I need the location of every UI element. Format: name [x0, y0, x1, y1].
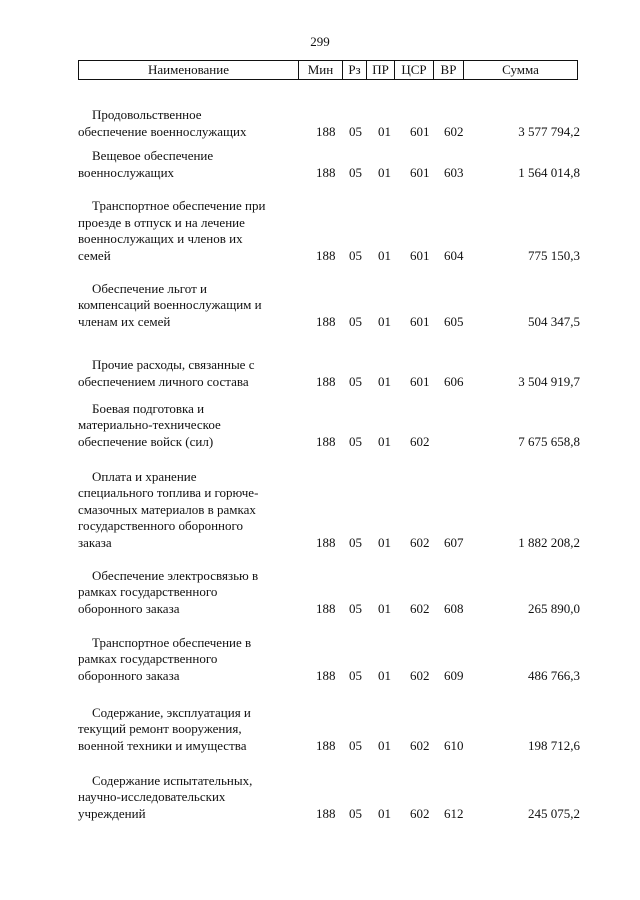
header-vr: ВР: [434, 61, 464, 79]
cell-vr: 605: [444, 313, 464, 329]
cell-pr: 01: [378, 123, 391, 139]
cell-sum: 775 150,3: [528, 247, 580, 263]
cell-csr: 602: [410, 433, 430, 449]
cell-sum: 3 504 919,7: [518, 373, 580, 389]
cell-min: 188: [316, 433, 336, 449]
cell-sum: 1 564 014,8: [518, 164, 580, 180]
row-name-line: государственного оборонного: [78, 518, 243, 533]
page-number: 299: [310, 34, 330, 49]
cell-pr: 01: [378, 534, 391, 550]
row-name-line: обеспечение военнослужащих: [78, 123, 247, 139]
row-name-line: членам их семей: [78, 313, 171, 329]
table-row: [0, 635, 640, 685]
cell-vr: 609: [444, 667, 464, 683]
cell-min: 188: [316, 534, 336, 550]
row-name-line: Транспортное обеспечение при: [92, 198, 266, 213]
row-name-line: военнослужащих и членов их: [78, 231, 243, 246]
row-name: [78, 635, 302, 685]
cell-rz: 05: [349, 373, 362, 389]
cell-csr: 601: [410, 373, 430, 389]
cell-csr: 602: [410, 667, 430, 683]
row-name-line: Боевая подготовка и: [92, 400, 205, 416]
row-name: [78, 773, 302, 823]
cell-rz: 05: [349, 805, 362, 821]
row-name: [78, 401, 302, 451]
cell-csr: 602: [410, 805, 430, 821]
cell-pr: 01: [378, 737, 391, 753]
row-name: [78, 705, 302, 755]
cell-pr: 01: [378, 433, 391, 449]
row-name: [78, 198, 302, 264]
header-min: Мин: [299, 61, 343, 79]
row-name-line: учреждений: [78, 805, 146, 821]
cell-csr: 601: [410, 313, 430, 329]
cell-pr: 01: [378, 805, 391, 821]
row-name: [78, 281, 302, 331]
cell-vr: 603: [444, 164, 464, 180]
header-name: Наименование: [79, 61, 299, 79]
row-name-line: обеспечением личного состава: [78, 373, 249, 389]
cell-csr: 601: [410, 123, 430, 139]
cell-sum: 265 890,0: [528, 600, 580, 616]
cell-pr: 01: [378, 247, 391, 263]
cell-min: 188: [316, 667, 336, 683]
row-name-line: Содержание, эксплуатация и: [92, 704, 251, 720]
cell-vr: 607: [444, 534, 464, 550]
row-name-line: Вещевое обеспечение: [92, 148, 214, 163]
cell-pr: 01: [378, 313, 391, 329]
cell-min: 188: [316, 164, 336, 180]
cell-csr: 602: [410, 534, 430, 550]
row-name-line: проезде в отпуск и на лечение: [78, 214, 245, 230]
row-name-line: текущий ремонт вооружения,: [78, 721, 242, 736]
table-row: [0, 148, 640, 181]
row-name: [78, 469, 302, 552]
table-row: [0, 469, 640, 552]
row-name-line: военнослужащих: [78, 164, 175, 180]
table-row: [0, 107, 640, 140]
table-row: [0, 357, 640, 390]
cell-csr: 601: [410, 247, 430, 263]
cell-vr: 602: [444, 123, 464, 139]
row-name: [78, 568, 302, 618]
row-name-line: военной техники и имущества: [78, 737, 247, 753]
table-row: [0, 568, 640, 618]
cell-rz: 05: [349, 534, 362, 550]
cell-sum: 3 577 794,2: [518, 123, 580, 139]
cell-min: 188: [316, 313, 336, 329]
cell-csr: 602: [410, 737, 430, 753]
row-name-line: оборонного заказа: [78, 667, 180, 683]
table-header: [78, 60, 578, 80]
header-rz: Рз: [343, 61, 367, 79]
row-name: [78, 357, 302, 390]
cell-pr: 01: [378, 164, 391, 180]
cell-rz: 05: [349, 164, 362, 180]
row-name-line: научно-исследовательских: [78, 789, 226, 804]
cell-sum: 198 712,6: [528, 737, 580, 753]
row-name-line: обеспечение войск (сил): [78, 433, 214, 449]
cell-rz: 05: [349, 667, 362, 683]
row-name-line: рамках государственного: [78, 584, 218, 599]
cell-csr: 602: [410, 600, 430, 616]
header-pr: ПР: [367, 61, 395, 79]
cell-pr: 01: [378, 600, 391, 616]
cell-sum: 1 882 208,2: [518, 534, 580, 550]
cell-sum: 486 766,3: [528, 667, 580, 683]
cell-vr: 612: [444, 805, 464, 821]
cell-rz: 05: [349, 737, 362, 753]
cell-rz: 05: [349, 247, 362, 263]
cell-vr: 604: [444, 247, 464, 263]
cell-sum: 245 075,2: [528, 805, 580, 821]
cell-min: 188: [316, 600, 336, 616]
cell-min: 188: [316, 247, 336, 263]
cell-vr: 606: [444, 373, 464, 389]
header-sum: Сумма: [502, 62, 539, 77]
row-name-line: специального топлива и горюче-: [78, 485, 259, 500]
cell-sum: 7 675 658,8: [518, 433, 580, 449]
cell-min: 188: [316, 123, 336, 139]
row-name-line: семей: [78, 247, 111, 263]
row-name-line: заказа: [78, 534, 112, 550]
table-row: [0, 281, 640, 331]
cell-vr: 610: [444, 737, 464, 753]
cell-rz: 05: [349, 433, 362, 449]
row-name-line: Обеспечение льгот и: [92, 280, 207, 296]
row-name-line: Продовольственное: [92, 107, 202, 122]
row-name-line: Содержание испытательных,: [92, 772, 253, 788]
row-name-line: смазочных материалов в рамках: [78, 501, 256, 517]
table-row: [0, 773, 640, 823]
cell-rz: 05: [349, 600, 362, 616]
row-name-line: Оплата и хранение: [92, 468, 197, 484]
cell-pr: 01: [378, 667, 391, 683]
row-name-line: материально-техническое: [78, 417, 221, 432]
row-name-line: компенсаций военнослужащим и: [78, 297, 262, 312]
row-name-line: Прочие расходы, связанные с: [92, 357, 255, 372]
row-name: [78, 107, 302, 140]
table-row: [0, 401, 640, 451]
row-name-line: рамках государственного: [78, 651, 218, 666]
row-name-line: Транспортное обеспечение в: [92, 634, 252, 650]
header-csr: ЦСР: [395, 61, 434, 79]
cell-min: 188: [316, 737, 336, 753]
table-row: [0, 198, 640, 264]
cell-pr: 01: [378, 373, 391, 389]
cell-min: 188: [316, 373, 336, 389]
cell-sum: 504 347,5: [528, 313, 580, 329]
cell-min: 188: [316, 805, 336, 821]
cell-rz: 05: [349, 123, 362, 139]
row-name-line: Обеспечение электросвязью в: [92, 567, 259, 583]
cell-rz: 05: [349, 313, 362, 329]
cell-csr: 601: [410, 164, 430, 180]
row-name: [78, 148, 302, 181]
table-row: [0, 705, 640, 755]
row-name-line: оборонного заказа: [78, 600, 180, 616]
cell-vr: 608: [444, 600, 464, 616]
